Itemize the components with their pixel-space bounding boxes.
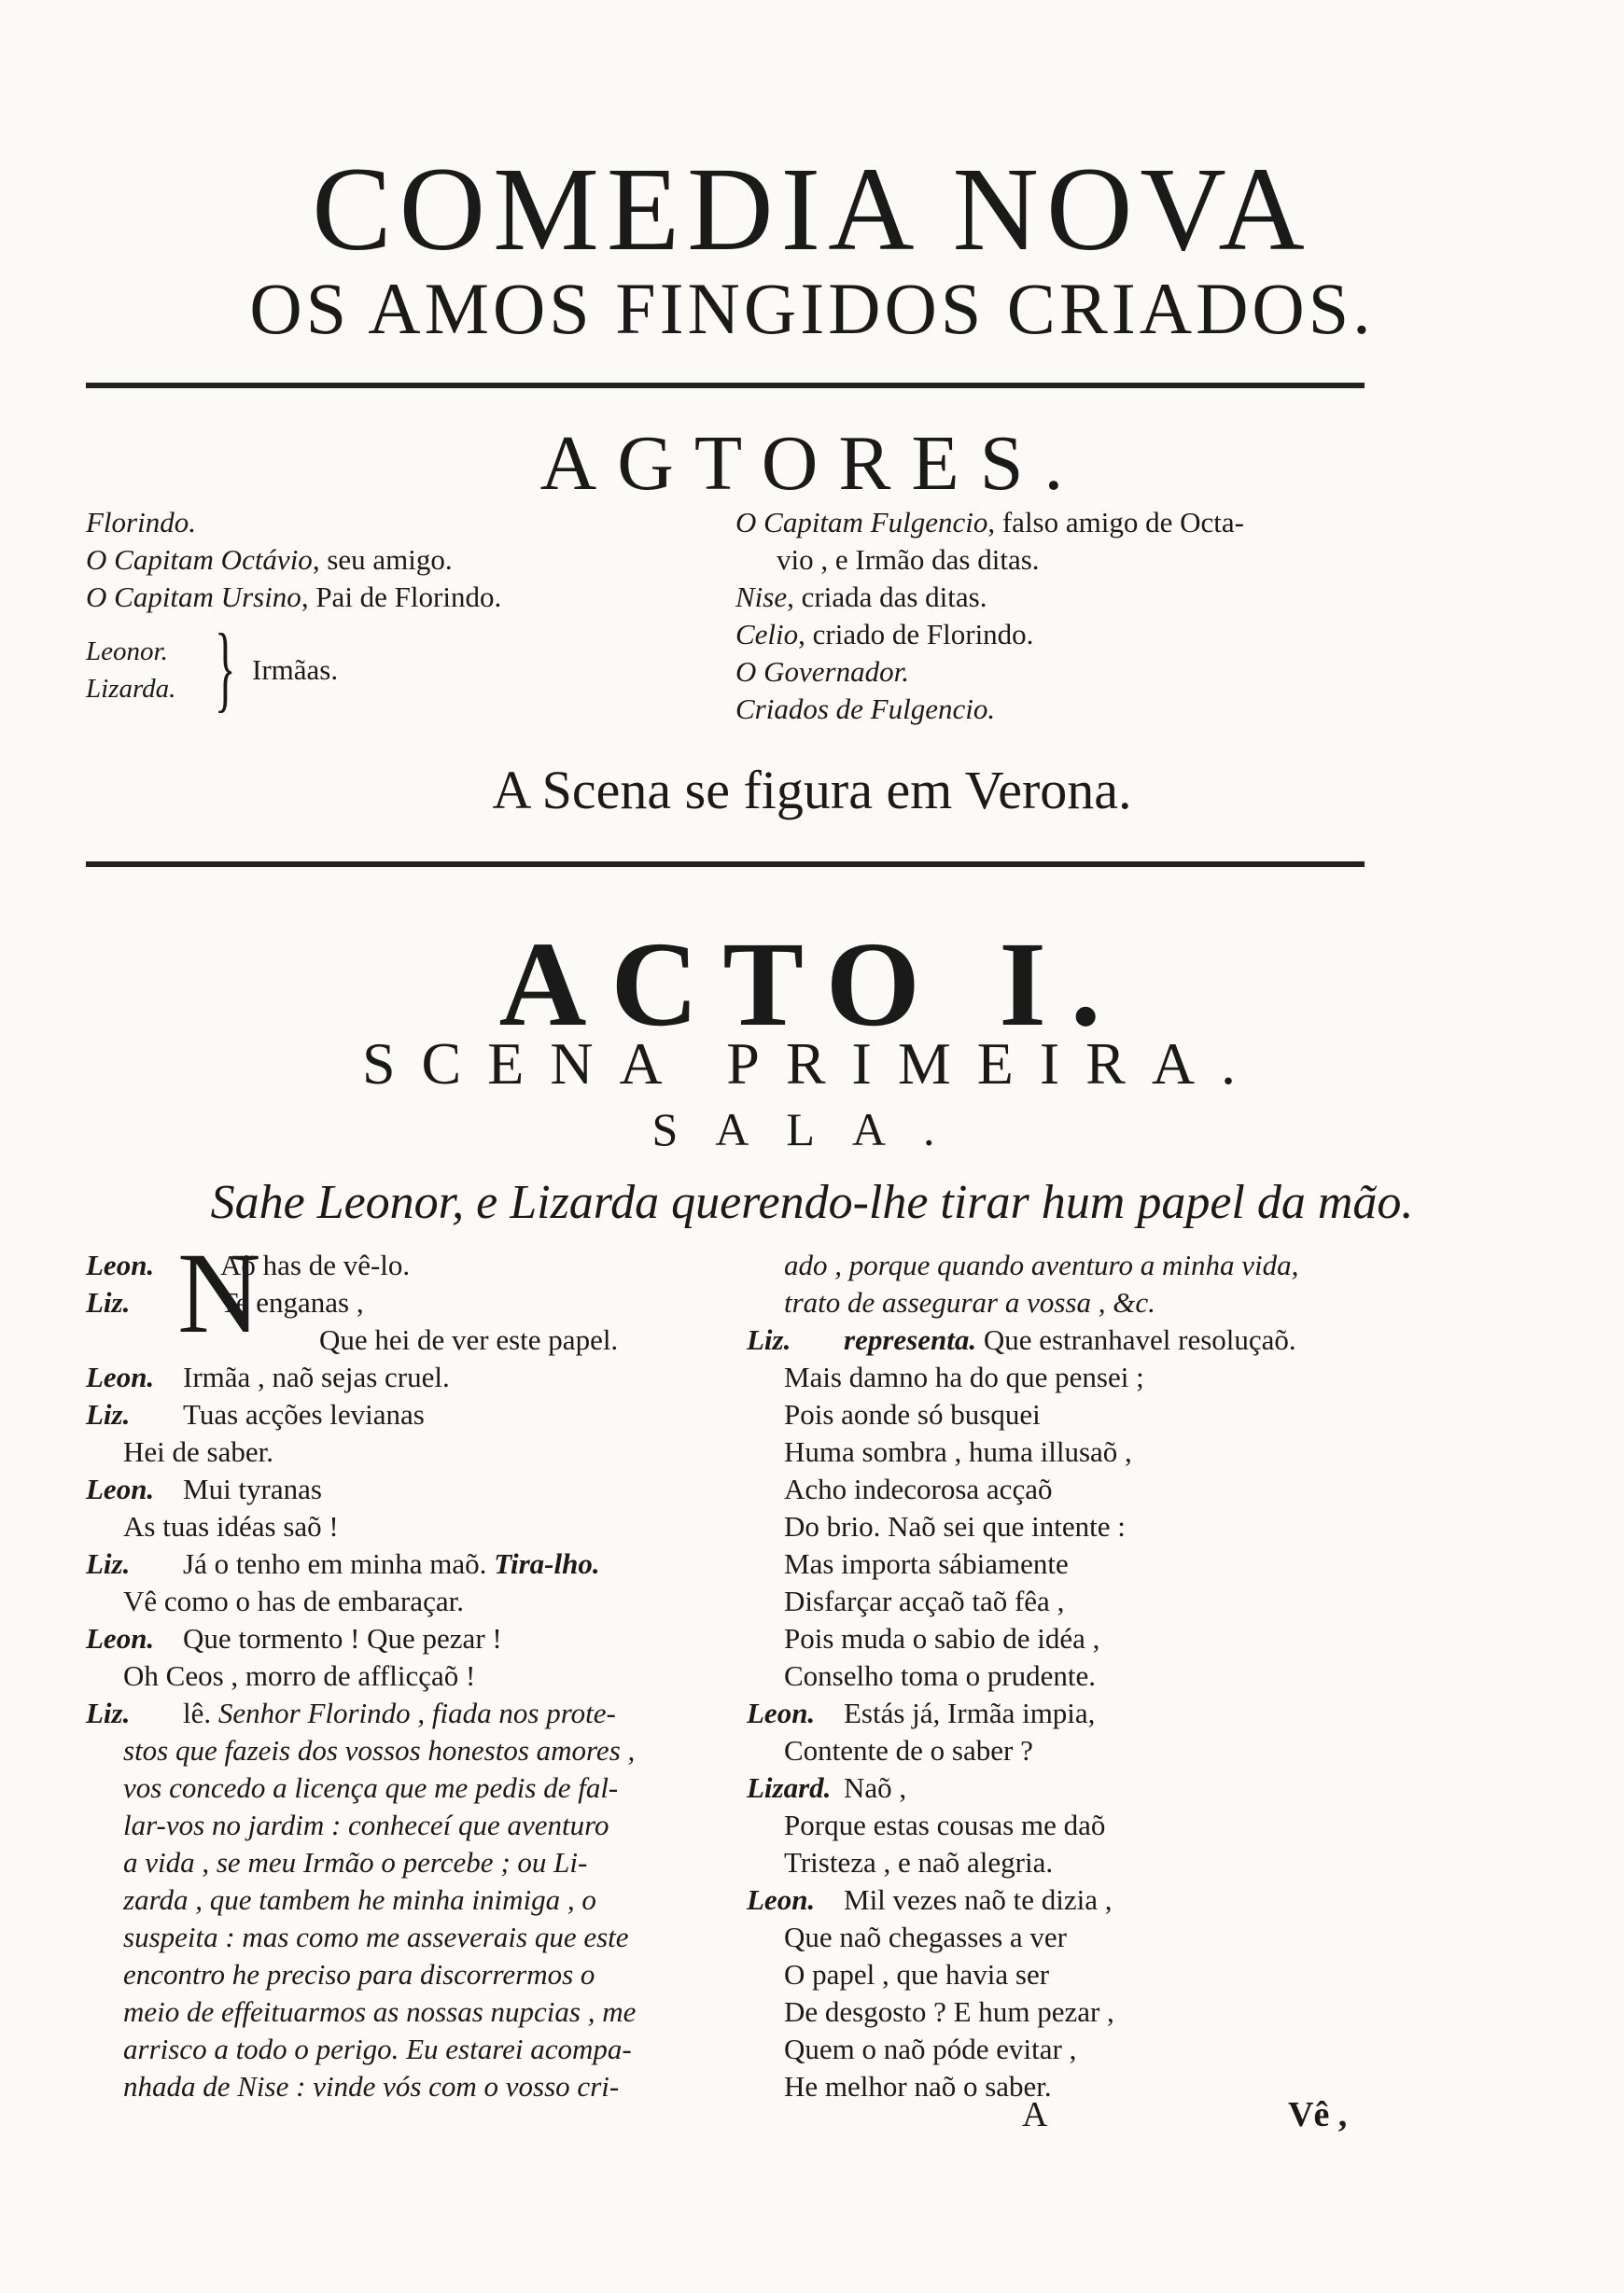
dialogue-text: Estás já, Irmãa impia, (844, 1697, 1096, 1729)
speaker-name: Liz. (86, 1398, 131, 1431)
cast-description: , seu amigo. (312, 543, 453, 576)
cast-description: , criado de Florindo. (798, 618, 1034, 650)
location-heading: SALA. (651, 1103, 973, 1155)
dialogue-text: Naõ , (844, 1771, 907, 1804)
page-subtitle: OS AMOS FINGIDOS CRIADOS. (249, 268, 1375, 349)
divider-rule (86, 383, 1365, 388)
dialogue-text: Hei de saber. (123, 1435, 273, 1468)
sisters-label: Irmãas. (252, 653, 339, 686)
speaker-name: Leon. (86, 1473, 155, 1505)
stage-direction: Sahe Leonor, e Lizarda querendo-lhe tirar hum papel da mão. (210, 1176, 1414, 1229)
scene-location-note: A Scena se figura em Verona. (492, 760, 1132, 820)
text-line (86, 1359, 711, 1396)
text-line (86, 2068, 711, 2105)
letter-text: suspeita : mas como me asseverais que este (123, 1921, 629, 1953)
drop-cap: N (177, 1229, 261, 1357)
cast-description: , falso amigo de Octa- (987, 506, 1244, 538)
dialogue-text: Contente de o saber ? (784, 1734, 1033, 1767)
text-line (747, 1433, 1400, 1471)
cast-list-right (735, 504, 1407, 728)
letter-text: vos concedo a licença que me pedis de fal- (123, 1771, 619, 1804)
dialogue-text: Pois aonde só busquei (784, 1398, 1041, 1431)
cast-name: Nise (735, 580, 788, 613)
text-column-left (86, 1229, 711, 2105)
letter-text: ado , porque quando aventuro a minha vida, (784, 1249, 1299, 1281)
text-line (747, 1545, 1400, 1583)
text-line (86, 1956, 711, 1993)
cast-entry (735, 504, 1407, 541)
letter-text: Senhor Florindo , fiada nos prote- (217, 1697, 616, 1729)
text-line (747, 1471, 1400, 1508)
speaker-name: Liz. (747, 1323, 791, 1356)
divider-rule (86, 861, 1365, 867)
dialogue-text: De desgosto ? E hum pezar , (784, 1995, 1114, 2028)
speaker-name: Leon. (86, 1622, 155, 1655)
text-column-right (747, 1247, 1400, 2105)
text-line (86, 1881, 711, 1919)
text-line (747, 1807, 1400, 1844)
cast-entry (86, 541, 683, 579)
text-line (747, 1620, 1400, 1657)
cast-name: Celio (735, 618, 799, 650)
cast-name: O Capitam Ursino (86, 580, 301, 613)
dialogue-text: lê. (183, 1697, 212, 1729)
speaker-name: Liz. (86, 1547, 131, 1580)
letter-text: arrisco a todo o perigo. Eu estarei acompa- (123, 2033, 632, 2065)
text-line (86, 1247, 711, 1284)
cast-entry (735, 579, 1407, 616)
speaker-name: Leon. (86, 1361, 155, 1393)
cast-name: O Capitam Fulgencio (735, 506, 988, 538)
cast-entry (86, 579, 683, 616)
dialogue-text: O papel , que havia ser (784, 1958, 1050, 1991)
text-line (747, 1359, 1400, 1396)
cast-entry (86, 504, 683, 541)
dialogue-text: Que estranhavel resoluçaõ. (983, 1323, 1296, 1356)
cast-name: O Governador. (735, 655, 909, 688)
text-line (86, 1620, 711, 1657)
text-line (86, 1695, 711, 1732)
letter-text: lar-vos no jardim : conheceí que aventuro (123, 1809, 609, 1841)
text-line (747, 1284, 1400, 1321)
dialogue-text: Oh Ceos , morro de afflicçaõ ! (123, 1659, 476, 1692)
letter-text: trato de assegurar a vossa , &c. (784, 1286, 1155, 1319)
text-line (747, 1844, 1400, 1881)
text-line (747, 1695, 1400, 1732)
speaker-name: Leon. (747, 1697, 816, 1729)
text-line (86, 1545, 711, 1583)
text-line (747, 1769, 1400, 1807)
cast-name: Florindo. (86, 506, 196, 538)
speaker-name: Liz. (86, 1286, 131, 1319)
cast-name: Criados de Fulgencio. (735, 692, 996, 725)
text-line (747, 1919, 1400, 1956)
dialogue-text: Que naõ chegasses a ver (784, 1921, 1067, 1953)
dialogue-text: Aõ has de vê-lo. (220, 1249, 411, 1281)
text-line (86, 1471, 711, 1508)
text-line (86, 1433, 711, 1471)
dialogue-text: Já o tenho em minha maõ. (183, 1547, 487, 1580)
dialogue-text: Que hei de ver este papel. (319, 1323, 619, 1356)
dialogue-text: Conselho toma o prudente. (784, 1659, 1097, 1692)
dialogue-text: Porque estas cousas me daõ (784, 1809, 1106, 1841)
brace-icon: } (215, 614, 236, 721)
text-line (86, 1844, 711, 1881)
speaker-name: Liz. (86, 1697, 131, 1729)
dialogue-text: Que tormento ! Que pezar ! (183, 1622, 502, 1655)
text-line (86, 1732, 711, 1769)
speaker-name: Leon. (86, 1249, 155, 1281)
letter-text: stos que fazeis dos vossos honestos amores , (123, 1734, 636, 1767)
cast-list-left (86, 504, 683, 616)
dialogue-text: Quem o naõ póde evitar , (784, 2033, 1077, 2065)
text-line (86, 1321, 711, 1359)
text-line (86, 1993, 711, 2031)
dialogue-text: Acho indecorosa acçaõ (784, 1473, 1053, 1505)
dialogue-text: Mais damno ha do que pensei ; (784, 1361, 1144, 1393)
cast-name: Leonor. (86, 636, 168, 666)
cast-name: Lizarda. (86, 674, 176, 704)
cast-description: vio , e Irmão das ditas. (777, 543, 1040, 576)
speaker-name: Leon. (747, 1883, 816, 1916)
dialogue-text: Mas importa sábiamente (784, 1547, 1069, 1580)
text-line (747, 1508, 1400, 1545)
dialogue-text: As tuas idéas saõ ! (123, 1510, 339, 1543)
cast-entry (735, 691, 1407, 728)
dialogue-text: Pois muda o sabio de idéa , (784, 1622, 1100, 1655)
cast-entry (735, 653, 1407, 691)
text-line (86, 1807, 711, 1844)
text-line (747, 1583, 1400, 1620)
text-line (86, 1657, 711, 1695)
speaker-name: Lizard. (747, 1771, 832, 1804)
cast-sisters (86, 614, 459, 721)
text-line (747, 1321, 1400, 1359)
text-line (86, 1583, 711, 1620)
letter-text: nhada de Nise : vinde vós com o vosso cri- (123, 2070, 620, 2103)
cast-entry (735, 541, 1407, 579)
letter-text: zarda , que tambem he minha inimiga , o (123, 1883, 596, 1916)
text-line (747, 1657, 1400, 1695)
dialogue-text: Tuas acções levianas (183, 1398, 425, 1431)
text-line (86, 1284, 711, 1321)
dialogue-text: Vê como o has de embaraçar. (123, 1585, 464, 1617)
text-line (747, 1993, 1400, 2031)
dialogue-text: Mil vezes naõ te dizia , (844, 1883, 1113, 1916)
letter-text: meio de effeituarmos as nossas nupcias , me (123, 1995, 637, 2028)
text-line (86, 2031, 711, 2068)
dialogue-text: Irmãa , naõ sejas cruel. (183, 1361, 450, 1393)
act-heading: ACTO I. (498, 917, 1126, 1052)
sisters-names (86, 633, 175, 707)
text-line (747, 1396, 1400, 1433)
letter-text: a vida , se meu Irmão o percebe ; ou Li- (123, 1846, 588, 1879)
inline-stage-direction: Tira-lho. (494, 1547, 600, 1580)
cast-description: , criada das ditas. (787, 580, 987, 613)
scene-heading: SCENA PRIMEIRA. (361, 1030, 1263, 1097)
text-line (86, 1396, 711, 1433)
cast-entry (735, 616, 1407, 653)
dialogue-text: He melhor naõ o saber. (784, 2070, 1052, 2103)
inline-stage-direction: representa. (844, 1323, 977, 1356)
signature-mark: A (1022, 2095, 1048, 2134)
cast-description: , Pai de Florindo. (301, 580, 502, 613)
dialogue-text: Mui tyranas (183, 1473, 322, 1505)
dialogue-text: Do brio. Naõ sei que intente : (784, 1510, 1126, 1543)
page-title: COMEDIA NOVA (312, 143, 1312, 275)
text-line (747, 1881, 1400, 1919)
dialogue-text: Te enganas , (220, 1286, 364, 1319)
dialogue-text: Disfarçar acçaõ taõ fêa , (784, 1585, 1065, 1617)
text-line (86, 1508, 711, 1545)
catchword: Vê , (1288, 2095, 1348, 2134)
text-line (747, 1247, 1400, 1284)
text-line (86, 1769, 711, 1807)
text-line (747, 1956, 1400, 1993)
dialogue-text: Tristeza , e naõ alegria. (784, 1846, 1054, 1879)
text-line (747, 1732, 1400, 1769)
cast-name: O Capitam Octávio (86, 543, 313, 576)
dialogue-text: Huma sombra , huma illusaõ , (784, 1435, 1132, 1468)
text-line (86, 1919, 711, 1956)
letter-text: encontro he preciso para discorrermos o (123, 1958, 595, 1991)
actores-heading: AGTORES. (539, 420, 1085, 507)
text-line (747, 2031, 1400, 2068)
